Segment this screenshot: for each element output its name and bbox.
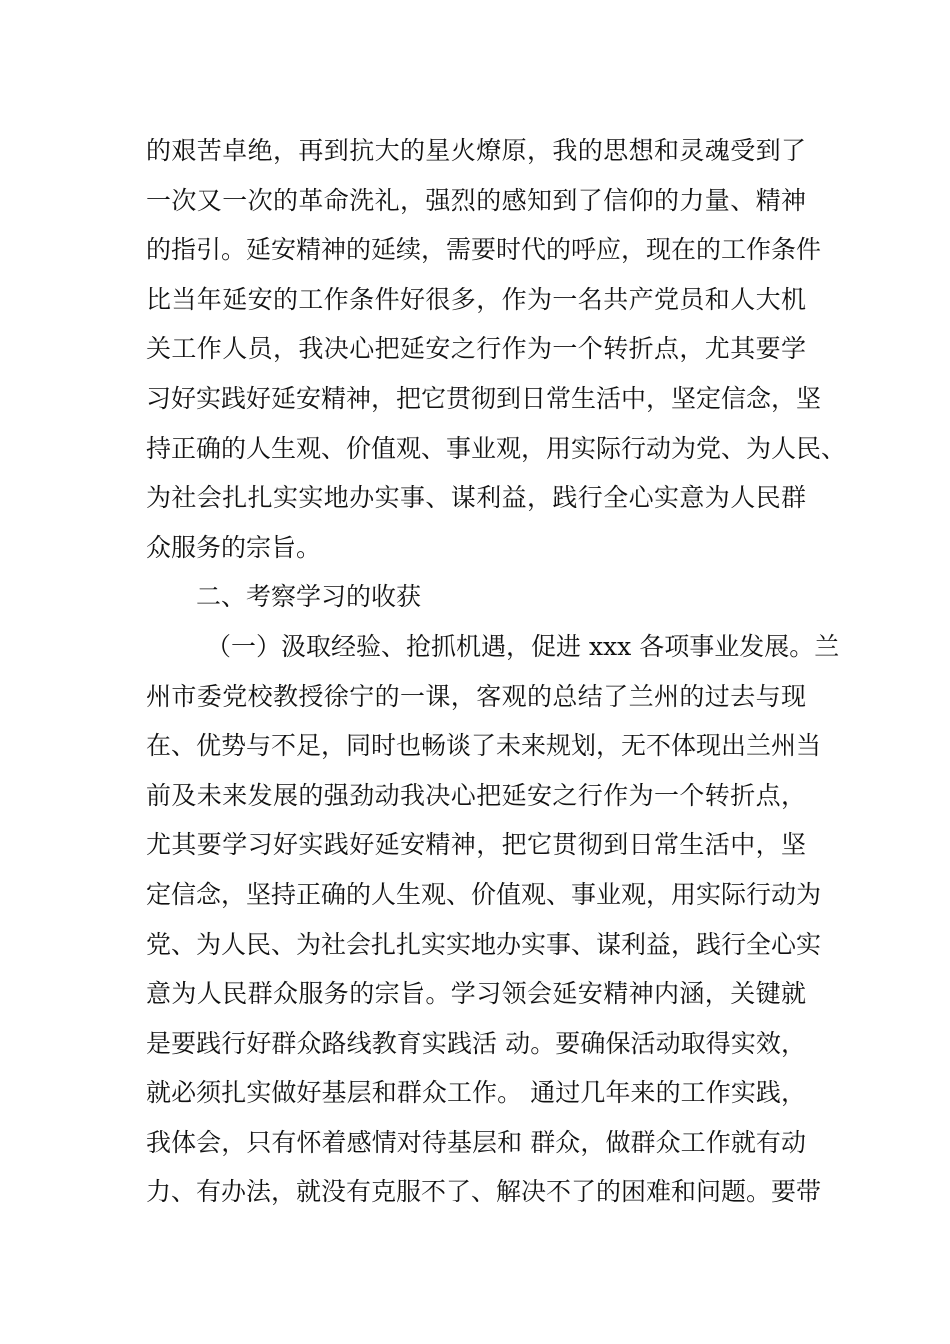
text-line: 关工作人员，我决心把延安之行作为一个转折点，尤其要学 [146, 334, 806, 364]
text-line: 比当年延安的工作条件好很多，作为一名共产党员和人大机 [146, 284, 806, 314]
text-line: 前及未来发展的强劲动我决心把延安之行作为一个转折点， [146, 780, 806, 810]
text-line: 尤其要学习好实践好延安精神，把它贯彻到日常生活中，坚 [146, 830, 806, 860]
text-line: 就必须扎实做好基层和群众工作。 通过几年来的工作实践， [146, 1078, 806, 1108]
text-line: 定信念，坚持正确的人生观、价值观、事业观，用实际行动为 [146, 879, 822, 909]
text-line: 一次又一次的革命洗礼，强烈的感知到了信仰的力量、精神 [146, 185, 806, 215]
text-line: 习好实践好延安精神，把它贯彻到日常生活中，坚定信念，坚 [146, 383, 822, 413]
text-line: 在、优势与不足，同时也畅谈了未来规划，无不体现出兰州当 [146, 731, 822, 761]
text-line: 力、有办法，就没有克服不了、解决不了的困难和问题。要带 [146, 1177, 822, 1207]
text-line: 州市委党校教授徐宁的一课，客观的总结了兰州的过去与现 [146, 681, 806, 711]
text-line: 众服务的宗旨。 [146, 532, 322, 562]
text-line: 意为人民群众服务的宗旨。学习领会延安精神内涵，关键就 [146, 979, 806, 1009]
body-text [146, 126, 847, 1217]
text-line: 为社会扎扎实实地办实事、谋利益，践行全心实意为人民群 [146, 483, 806, 513]
text-line: 党、为人民、为社会扎扎实实地办实事、谋利益，践行全心实 [146, 929, 822, 959]
text-line: 的指引。延安精神的延续，需要时代的呼应，现在的工作条件 [146, 235, 822, 265]
text-line: 持正确的人生观、价值观、事业观，用实际行动为党、为人民、 [146, 433, 847, 463]
subsection-heading-line: （一）汲取经验、抢抓机遇，促进 xxx 各项事业发展。兰 [206, 631, 840, 661]
section-heading: 二、考察学习的收获 [196, 582, 422, 612]
text-line: 我体会，只有怀着感情对待基层和 群众，做群众工作就有动 [146, 1127, 806, 1157]
text-line: 的艰苦卓绝，再到抗大的星火燎原，我的思想和灵魂受到了 [146, 136, 806, 165]
text-line: 是要践行好群众路线教育实践活 动。要确保活动取得实效， [146, 1028, 806, 1058]
